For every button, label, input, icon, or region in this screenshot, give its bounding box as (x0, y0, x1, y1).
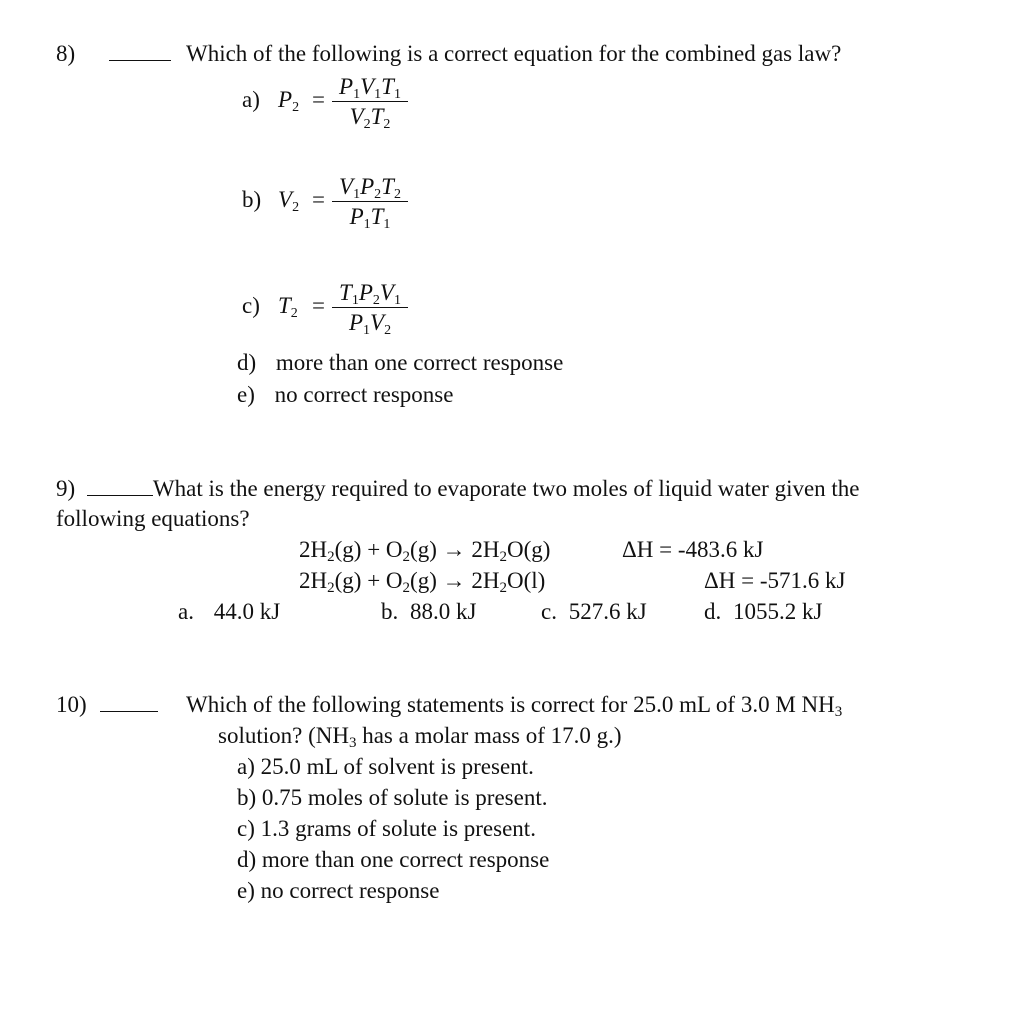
q8-choice-b-fraction (332, 174, 408, 232)
fraction-denominator: $P_1V_2$ (348, 310, 392, 338)
q8-choice-c-lhs: $T_2$ (278, 293, 298, 321)
q8-choice-a-equals: = (312, 87, 325, 112)
fraction-denominator: $P_1T_1$ (349, 204, 391, 232)
q10-choice-a[interactable] (237, 755, 534, 778)
equation-1-delta-h: ΔH = -483.6 kJ (622, 537, 764, 562)
q10-choice-b-label: b) (237, 785, 257, 810)
q10-choice-e-label: e) (237, 878, 255, 903)
question-10-number-row (56, 693, 158, 716)
q10-choice-d-text: more than one correct response (261, 847, 550, 872)
q10-choice-a-text: 25.0 mL of solvent is present. (260, 754, 534, 779)
q9-choice-a-label: a. (178, 599, 194, 624)
question-8-number-row (56, 42, 171, 65)
equation-2: $2H_2(g) + O_2(g) \to 2H_2O(l)$ (299, 568, 546, 596)
q10-choice-c-label: c) (237, 816, 255, 841)
question-10-number: 10) (56, 692, 87, 717)
q10-choice-d-label: d) (237, 847, 257, 872)
q10-choice-c[interactable] (237, 817, 536, 840)
q8-choice-a-fraction (332, 74, 408, 132)
q8-choice-d-text: more than one correct response (275, 350, 564, 375)
q9-choice-a-text: 44.0 kJ (213, 599, 281, 624)
q8-choice-e-text: no correct response (274, 382, 454, 407)
q8-choice-c-fraction (332, 280, 408, 338)
question-8-number: 8) (56, 41, 76, 66)
q8-choice-a-lhs: $P_2$ (278, 87, 300, 115)
q9-choice-c-text: 527.6 kJ (568, 599, 647, 624)
q9-choice-a[interactable] (178, 600, 280, 623)
question-9-text-line1: What is the energy required to evaporate two moles of liquid water given the (152, 476, 860, 501)
q8-choice-d-label: d) (237, 350, 257, 375)
q9-choice-c-label: c. (541, 599, 557, 624)
q8-choice-a-label: a) (242, 87, 260, 112)
q9-choice-d[interactable] (704, 600, 822, 623)
q9-choice-d-label: d. (704, 599, 722, 624)
q9-choice-b-text: 88.0 kJ (410, 599, 477, 624)
q8-choice-e[interactable] (237, 383, 453, 406)
fraction-numerator: $P_1V_1T_1$ (339, 74, 401, 102)
q10-choice-b-text: 0.75 moles of solute is present. (261, 785, 548, 810)
q10-choice-d[interactable] (237, 848, 549, 871)
q9-choice-c[interactable] (541, 600, 647, 623)
q8-choice-c-label: c) (242, 293, 260, 318)
q8-choice-d[interactable] (237, 351, 563, 374)
q8-choice-b-label: b) (242, 187, 262, 212)
q10-choice-a-label: a) (237, 754, 255, 779)
question-10-text-line2: solution? ($NH_3$ has a molar mass of 17.0 g.) (218, 723, 622, 751)
fraction-numerator: $V_1P_2T_2$ (339, 174, 401, 202)
question-10-text-line1: Which of the following statements is correct for 25.0 mL of 3.0 M $NH_3$ (186, 692, 843, 720)
q10-choice-c-text: 1.3 grams of solute is present. (260, 816, 536, 841)
question-9-text-line2: following equations? (56, 506, 250, 531)
q8-choice-b-lhs: $V_2$ (278, 187, 300, 215)
q8-choice-b-equals: = (312, 187, 325, 212)
equation-1: $2H_2(g) + O_2(g) \to 2H_2O(g)$ (299, 537, 551, 565)
q9-choice-b-label: b. (381, 599, 399, 624)
question-8-text: Which of the following is a correct equation for the combined gas law? (186, 41, 842, 66)
q10-choice-e[interactable] (237, 879, 439, 902)
question-10-answer-blank[interactable] (100, 711, 158, 712)
question-9-answer-blank[interactable] (87, 495, 153, 496)
q9-choice-b[interactable] (381, 600, 476, 623)
q8-choice-c-equals: = (312, 293, 325, 318)
equation-2-delta-h: ΔH = -571.6 kJ (704, 568, 846, 593)
q9-choice-d-text: 1055.2 kJ (733, 599, 823, 624)
q10-choice-b[interactable] (237, 786, 547, 809)
fraction-numerator: $T_1P_2V_1$ (339, 280, 401, 308)
question-9-line1 (56, 477, 860, 500)
question-9-number: 9) (56, 476, 76, 501)
question-8-answer-blank[interactable] (109, 60, 171, 61)
q8-choice-e-label: e) (237, 382, 255, 407)
fraction-denominator: $V_2T_2$ (349, 104, 391, 132)
q10-choice-e-text: no correct response (260, 878, 440, 903)
